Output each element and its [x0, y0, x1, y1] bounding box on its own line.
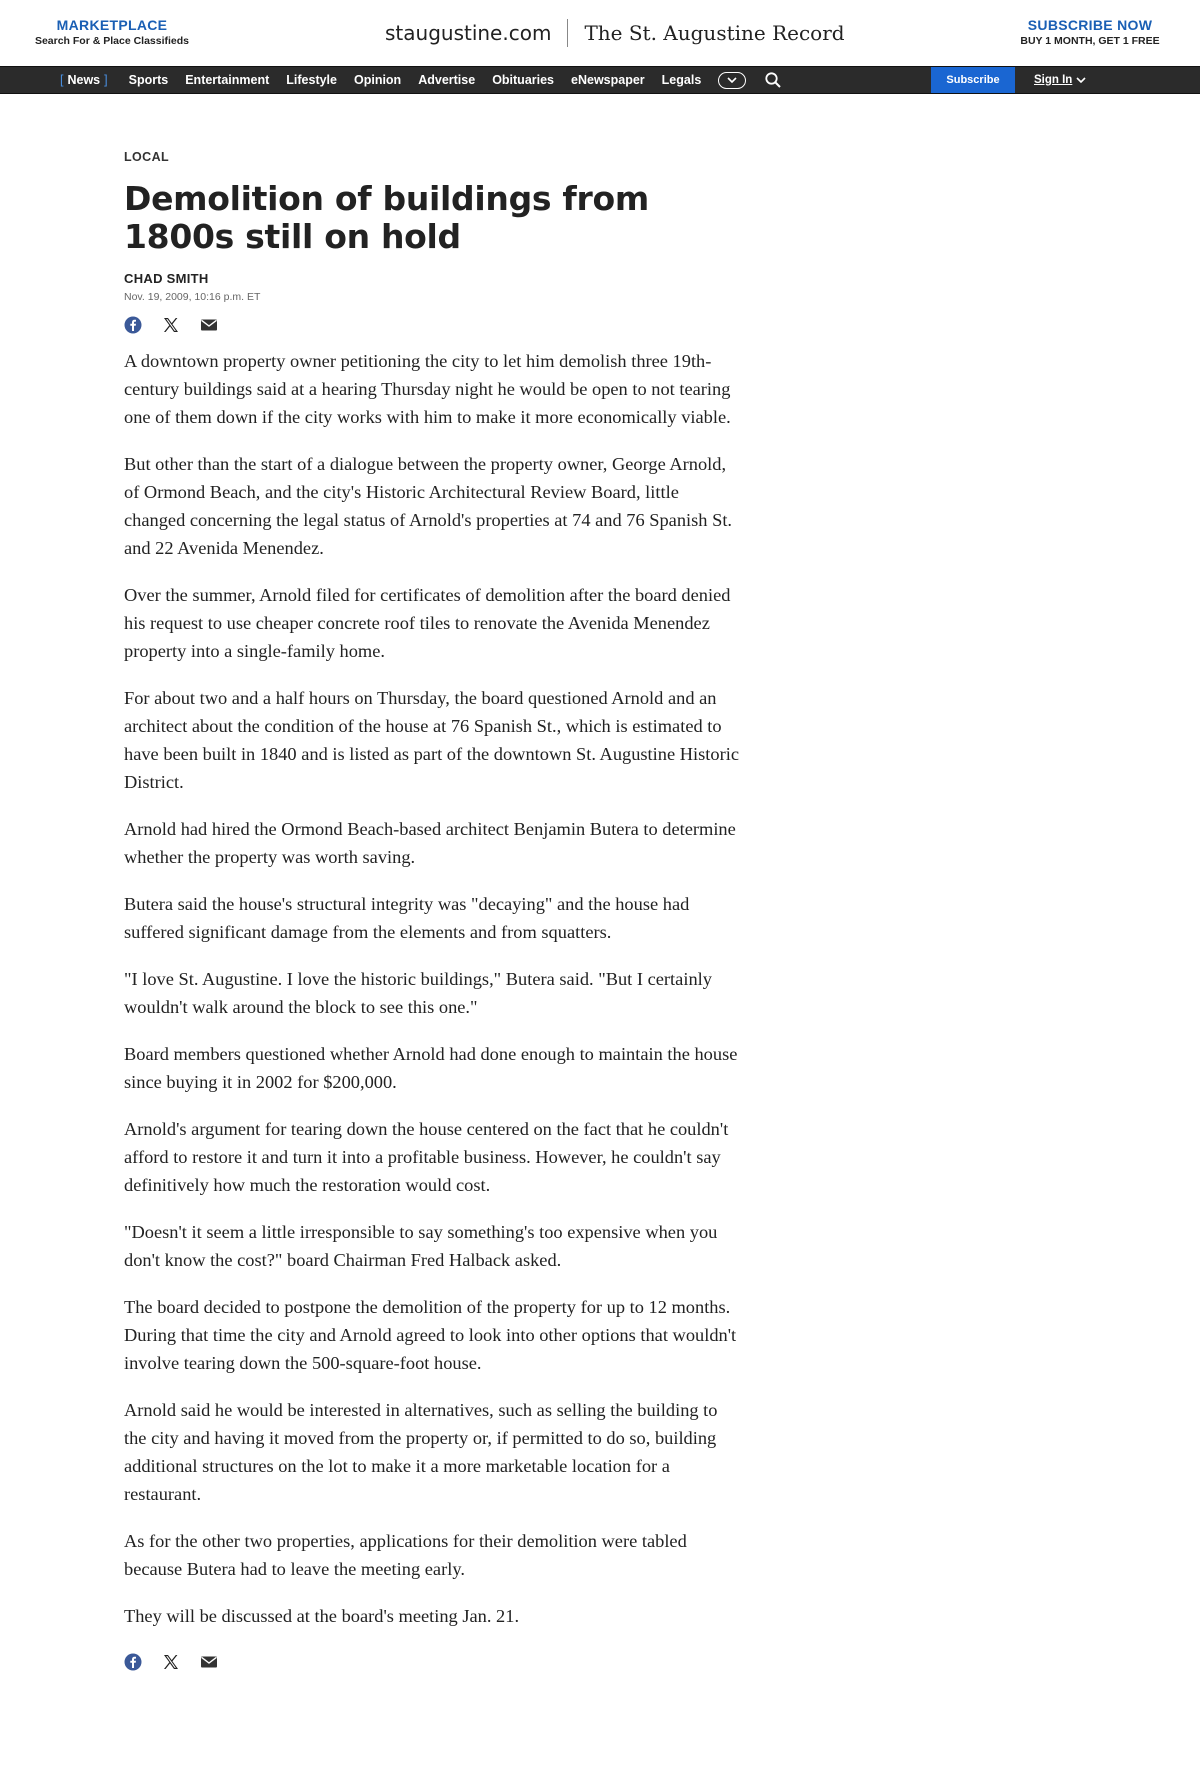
subscribe-now-promo[interactable]	[1010, 17, 1170, 47]
chevron-down-icon	[1076, 77, 1086, 83]
nav-item-enewspaper[interactable]: eNewspaper	[571, 73, 645, 87]
subscribe-now-title[interactable]: SUBSCRIBE NOW	[1027, 17, 1153, 33]
facebook-icon[interactable]	[124, 316, 142, 334]
more-icon[interactable]	[718, 72, 746, 89]
article-body	[124, 347, 744, 1630]
site-name[interactable]: staugustine.com	[385, 21, 552, 45]
subscribe-now-offer[interactable]: BUY 1 MONTH, GET 1 FREE	[1020, 35, 1160, 47]
email-icon[interactable]	[200, 1655, 218, 1669]
sign-in-label: Sign In	[1034, 74, 1073, 86]
x-icon[interactable]	[162, 316, 180, 334]
paragraph: They will be discussed at the board's meeting Jan. 21.	[124, 1606, 520, 1626]
paragraph: But other than the start of a dialogue between the property owner, George Arnold, of Ormond Beach, and the city's Historic Architectural Review Board, little changed concerning the legal status of Arnold's properties at 74 and 76 Spanish St. and 22 Avenida Menendez.	[124, 454, 733, 558]
article	[124, 150, 744, 1672]
paragraph: The board decided to postpone the demolition of the property for up to 12 months. During that time the city and Arnold agreed to look into other options that wouldn't involve tearing down the 500-square-foot house.	[124, 1297, 737, 1373]
paragraph: Butera said the house's structural integrity was "decaying" and the house had suffered significant damage from the elements and from squatters.	[124, 894, 690, 942]
sign-in-button[interactable]	[1034, 67, 1086, 93]
brand-divider	[567, 19, 568, 47]
nav-item-entertainment[interactable]: Entertainment	[185, 73, 270, 87]
paragraph: As for the other two properties, applications for their demolition were tabled because Butera had to leave the meeting early.	[124, 1531, 687, 1579]
paper-name[interactable]: The St. Augustine Record	[584, 21, 845, 45]
nav-items	[56, 67, 782, 93]
nav-item-label: News	[67, 73, 101, 87]
subscribe-button[interactable]: Subscribe	[931, 67, 1015, 93]
nav-item-lifestyle[interactable]: Lifestyle	[286, 73, 337, 87]
publish-date: Nov. 19, 2009, 10:16 p.m. ET	[124, 291, 261, 303]
paragraph: For about two and a half hours on Thursday, the board questioned Arnold and an architect about the condition of the house at 76 Spanish St., which is estimated to have been built in 1840 and is listed as part of the downtown St. Augustine Historic District.	[124, 688, 739, 792]
brand-logo[interactable]	[385, 20, 845, 46]
paragraph: Arnold's argument for tearing down the house centered on the fact that he couldn't afford to restore it and turn it into a profitable business. However, he couldn't say definitively how much the restoration would cost.	[124, 1119, 729, 1195]
top-header	[0, 0, 1200, 66]
nav-bracket-right: ]	[104, 73, 108, 87]
marketplace-title[interactable]: MARKETPLACE	[56, 17, 168, 33]
nav-bracket-left: [	[60, 73, 64, 87]
nav-item-news[interactable]	[56, 73, 112, 87]
headline: Demolition of buildings from 1800s still on hold	[124, 179, 649, 256]
section-label[interactable]: LOCAL	[124, 150, 170, 164]
search-icon[interactable]	[764, 71, 782, 89]
main-nav	[0, 66, 1200, 94]
marketplace-subtitle[interactable]: Search For & Place Classifieds	[34, 35, 190, 47]
paragraph: Arnold said he would be interested in alternatives, such as selling the building to the city and having it moved from the property or, if permitted to do so, building additional structures on the lot to make it a more marketable location for a restaurant.	[124, 1400, 718, 1504]
nav-item-opinion[interactable]: Opinion	[353, 73, 402, 87]
paragraph: Arnold had hired the Ormond Beach-based architect Benjamin Butera to determine whether the property was worth saving.	[124, 819, 736, 867]
nav-item-advertise[interactable]: Advertise	[418, 73, 476, 87]
x-icon[interactable]	[162, 1653, 180, 1671]
marketplace-link[interactable]	[27, 17, 197, 47]
email-icon[interactable]	[200, 318, 218, 332]
paragraph: "Doesn't it seem a little irresponsible to say something's too expensive when you don't know the cost?" board Chairman Fred Halback asked.	[124, 1222, 718, 1270]
nav-item-sports[interactable]: Sports	[128, 73, 169, 87]
paragraph: A downtown property owner petitioning the city to let him demolish three 19th-century buildings said at a hearing Thursday night he would be open to not tearing one of them down if the city works with him to make it more economically viable.	[124, 351, 731, 427]
share-bar-top	[124, 315, 744, 335]
nav-item-obituaries[interactable]: Obituaries	[492, 73, 555, 87]
author-name[interactable]: CHAD SMITH	[124, 271, 209, 286]
nav-item-legals[interactable]: Legals	[661, 73, 702, 87]
share-bar-bottom	[124, 1652, 744, 1672]
facebook-icon[interactable]	[124, 1653, 142, 1671]
paragraph: "I love St. Augustine. I love the historic buildings," Butera said. "But I certainly wouldn't walk around the block to see this one."	[124, 969, 712, 1017]
paragraph: Board members questioned whether Arnold had done enough to maintain the house since buying it in 2002 for $200,000.	[124, 1044, 738, 1092]
paragraph: Over the summer, Arnold filed for certificates of demolition after the board denied his request to use cheaper concrete roof tiles to renovate the Avenida Menendez property into a single-family home.	[124, 585, 731, 661]
